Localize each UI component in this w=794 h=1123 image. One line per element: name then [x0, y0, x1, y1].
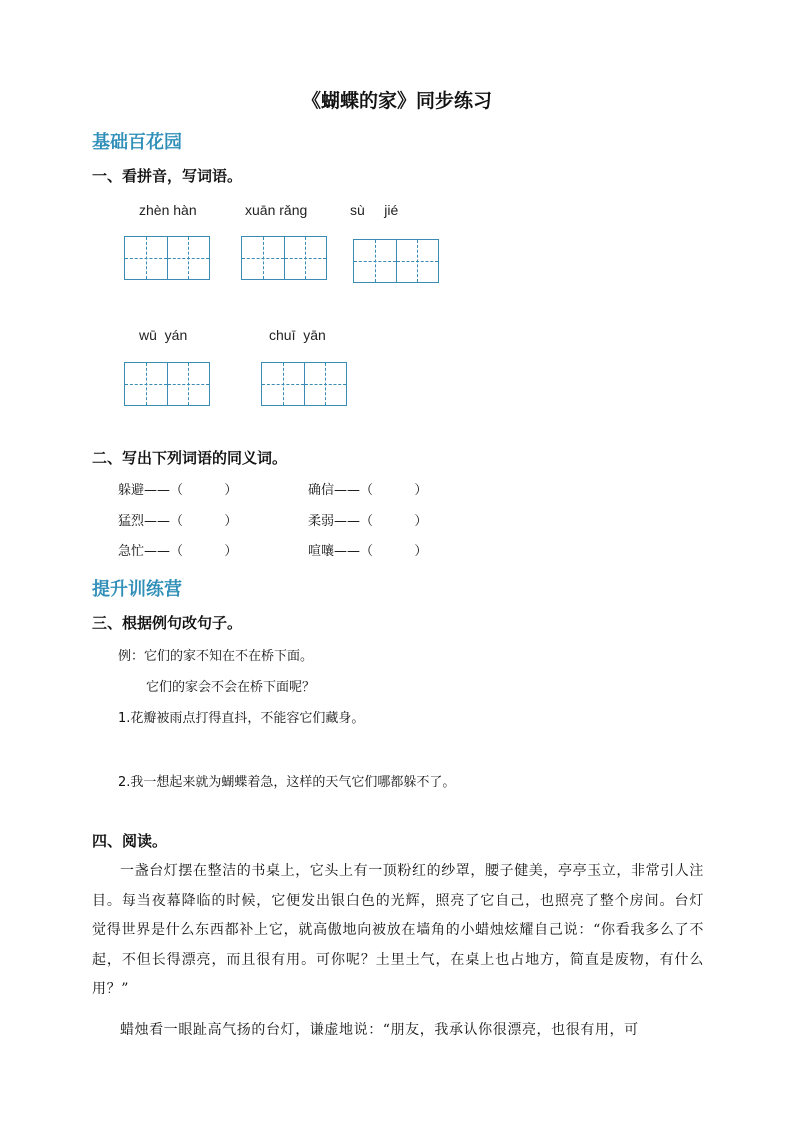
- example-answer: 它们的家会不会在桥下面呢？: [146, 680, 316, 695]
- synonym-item[interactable]: 急忙——（ ）: [118, 544, 238, 559]
- synonym-item[interactable]: 猛烈——（ ）: [118, 514, 238, 529]
- writing-cell[interactable]: [242, 237, 285, 279]
- pinyin-label: wū yán: [139, 327, 188, 343]
- question-1-label: 一、看拼音，写词语。: [92, 167, 243, 185]
- pinyin-label: chuī yān: [269, 327, 326, 343]
- writing-cell[interactable]: [125, 363, 168, 405]
- exercise-sentence-2: 2.我一想起来就为蝴蝶着急，这样的天气它们哪都躲不了。: [118, 775, 456, 790]
- writing-cell[interactable]: [262, 363, 305, 405]
- question-2-label: 二、写出下列词语的同义词。: [92, 449, 288, 467]
- writing-grid[interactable]: [241, 236, 327, 280]
- pinyin-label: xuān rǎng: [245, 202, 308, 218]
- writing-cell[interactable]: [354, 240, 397, 282]
- writing-cell[interactable]: [305, 363, 347, 405]
- exercise-sentence-1: 1.花瓣被雨点打得直抖，不能容它们藏身。: [118, 711, 365, 726]
- page-title: 《蝴蝶的家》同步练习: [301, 90, 492, 112]
- section-heading-basic: 基础百花园: [92, 132, 182, 153]
- reading-paragraph-2: 蜡烛看一眼趾高气扬的台灯，谦虚地说：“朋友，我承认你很漂亮，也很有用，可: [120, 1022, 639, 1038]
- writing-grid[interactable]: [124, 236, 210, 280]
- synonym-item[interactable]: 喧嚷——（ ）: [308, 544, 428, 559]
- reading-paragraph-1: 一盏台灯摆在整洁的书桌上，它头上有一顶粉红的纱罩，腰子健美，亭亭玉立，非常引人注目。每当夜幕降临的时候，它便发出银白色的光辉，照亮了它自己，也照亮了整个房间。台灯觉得世界是什么东西都补上它，就高傲地向被放在墙角的小蜡烛炫耀自己说：“你看我多么了不起，不但长得漂亮，而且很有用。可你呢？土里土气，在桌上也占地方，简直是废物，有什么用？”: [92, 863, 704, 997]
- writing-cell[interactable]: [168, 237, 210, 279]
- writing-cell[interactable]: [125, 237, 168, 279]
- writing-grid[interactable]: [353, 239, 439, 283]
- writing-grid[interactable]: [261, 362, 347, 406]
- section-heading-advanced: 提升训练营: [92, 579, 182, 600]
- question-3-label: 三、根据例句改句子。: [92, 614, 243, 632]
- pinyin-label: zhèn hàn: [139, 202, 197, 218]
- writing-cell[interactable]: [397, 240, 439, 282]
- writing-grid[interactable]: [124, 362, 210, 406]
- synonym-item[interactable]: 柔弱——（ ）: [308, 514, 428, 529]
- writing-cell[interactable]: [168, 363, 210, 405]
- pinyin-label: sù jié: [350, 202, 399, 218]
- writing-cell[interactable]: [285, 237, 327, 279]
- question-4-label: 四、阅读。: [92, 832, 168, 850]
- synonym-item[interactable]: 躲避——（ ）: [118, 483, 238, 498]
- synonym-item[interactable]: 确信——（ ）: [308, 483, 428, 498]
- example-sentence: 例：它们的家不知在不在桥下面。: [118, 649, 314, 664]
